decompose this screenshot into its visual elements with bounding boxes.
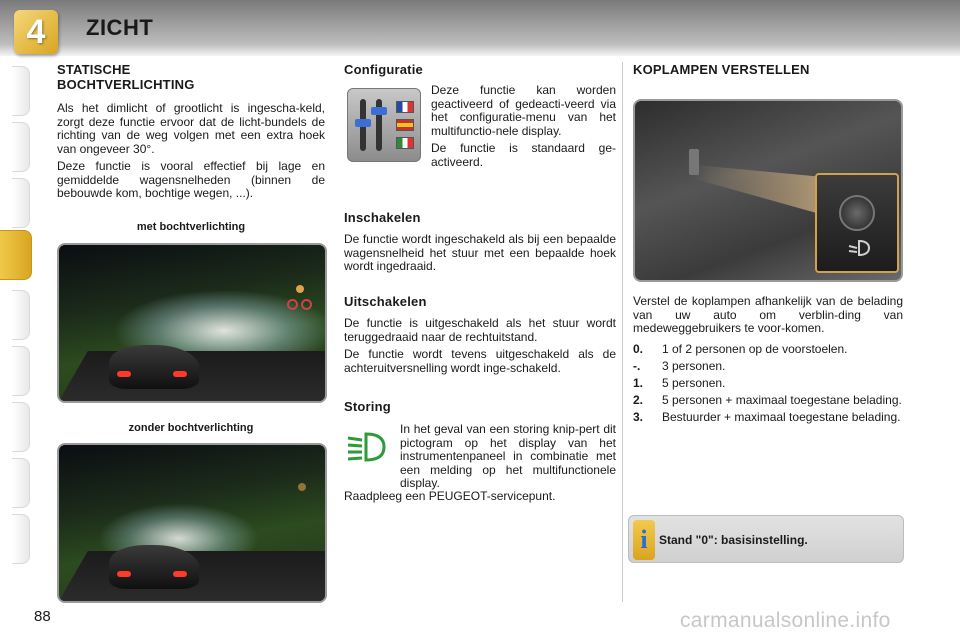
car xyxy=(109,345,199,389)
section-title: Uitschakelen xyxy=(344,294,427,309)
info-note xyxy=(628,515,904,563)
section-title-line2: BOCHTVERLICHTING xyxy=(57,77,195,92)
column-divider xyxy=(622,62,623,602)
chapter-tab[interactable] xyxy=(12,458,30,508)
config-menu-icon xyxy=(347,88,421,162)
configuration-text xyxy=(431,84,616,169)
section-title: Configuratie xyxy=(344,62,423,77)
paragraph: Deze functie kan worden geactiveerd of gedeacti-veerd via het configuratie-menu van het multifunctio-nele display. xyxy=(431,83,616,138)
page-header xyxy=(0,0,960,56)
chapter-tabs xyxy=(0,66,30,576)
fault-section xyxy=(344,399,616,414)
switch-location xyxy=(689,149,699,175)
chapter-tab[interactable] xyxy=(12,66,30,116)
configuration-section xyxy=(344,62,616,77)
car-tail-light xyxy=(117,571,131,577)
header-strip xyxy=(0,44,960,56)
paragraph: In het geval van een storing knip-pert dit pictogram op het display van het instrumentenpaneel in combinatie met een melding op het multifunctionele display. xyxy=(400,422,616,490)
car-tail-light xyxy=(173,571,187,577)
slider-icon xyxy=(360,99,366,151)
deactivation-section xyxy=(344,294,616,375)
chapter-tab[interactable] xyxy=(12,514,30,564)
list-item: 0. 1 of 2 personen op de voorstoelen. xyxy=(633,341,848,356)
chapter-badge xyxy=(14,10,58,54)
car xyxy=(109,545,199,589)
section-title: Inschakelen xyxy=(344,210,421,225)
chapter-tab[interactable] xyxy=(12,178,30,228)
chapter-tab[interactable] xyxy=(12,290,30,340)
cornering-light-warning-icon xyxy=(346,430,390,464)
chapter-number: 4 xyxy=(26,13,46,51)
list-item: 3. Bestuurder + maximaal toegestane belading. xyxy=(633,409,901,424)
flag-icon xyxy=(396,119,414,131)
paragraph: De functie is uitgeschakeld als het stuur wordt teruggedraaid naar de rechtuitstand. xyxy=(344,316,616,344)
chapter-tab[interactable] xyxy=(12,346,30,396)
list-item: 2. 5 personen + maximaal toegestane belading. xyxy=(633,392,902,407)
static-cornering-section xyxy=(57,62,325,201)
chapter-tab-active[interactable] xyxy=(0,230,32,280)
adjust-settings-list xyxy=(633,342,903,425)
list-item: -. 3 personen. xyxy=(633,358,726,373)
slider-icon xyxy=(376,99,382,151)
paragraph: De functie wordt tevens uitgeschakeld als de achteruitversnelling wordt inge-schakeld. xyxy=(344,347,616,375)
paragraph: Deze functie is vooral effectief bij lage en gemiddelde wagensnelheden (binnen de bebouwde kom, bochtige wegen, ...). xyxy=(57,159,325,200)
list-item: 1. 5 personen. xyxy=(633,375,726,390)
paragraph: Raadpleeg een PEUGEOT-servicepunt. xyxy=(344,489,556,503)
paragraph: De functie wordt ingeschakeld als bij een bepaalde wagensnelheid het stuur met een bepaalde hoek wordt ingedraaid. xyxy=(344,232,616,273)
flag-icon xyxy=(396,101,414,113)
paragraph: Als het dimlicht of grootlicht is ingescha-keld, zorgt deze functie ervoor dat de licht-bundels de richting van de weg volgen met een extra hoek van ongeveer 30°. xyxy=(57,101,325,156)
section-title: KOPLAMPEN VERSTELLEN xyxy=(633,62,810,77)
fault-advice xyxy=(344,490,616,504)
caption-with-cornering-light: met bochtverlichting xyxy=(136,221,246,233)
page-title: ZICHT xyxy=(86,15,154,40)
info-text: Stand "0": basisinstelling. xyxy=(659,533,808,547)
photo-without-cornering-light xyxy=(57,443,327,603)
paragraph: De functie is standaard ge-activeerd. xyxy=(431,141,616,169)
paragraph: Verstel de koplampen afhankelijk van de belading van uw auto om verblin-ding van medeweggebruikers te voor-komen. xyxy=(633,294,903,335)
chapter-tab[interactable] xyxy=(12,402,30,452)
adjust-dial-icon xyxy=(839,195,875,231)
watermark: carmanualsonline.info xyxy=(680,609,891,632)
car-tail-light xyxy=(173,371,187,377)
chapter-tab[interactable] xyxy=(12,122,30,172)
car-tail-light xyxy=(117,371,131,377)
info-icon: i xyxy=(633,520,655,560)
headlamp-adjust-text xyxy=(633,295,903,427)
headlamp-adjust-section xyxy=(633,62,903,77)
fault-text xyxy=(400,423,616,491)
page-number: 88 xyxy=(34,608,51,625)
cyclist-icon xyxy=(291,483,313,509)
section-title: STATISCHE xyxy=(57,62,131,77)
flag-icon xyxy=(396,137,414,149)
headlamp-icon xyxy=(847,239,871,257)
cyclist-icon xyxy=(289,285,311,311)
caption-without-cornering-light: zonder bochtverlichting xyxy=(128,422,254,434)
section-title: Storing xyxy=(344,399,391,414)
dashboard-photo xyxy=(633,99,903,282)
headlamp-adjust-knob-inset xyxy=(815,173,899,273)
activation-section xyxy=(344,210,616,274)
photo-with-cornering-light xyxy=(57,243,327,403)
